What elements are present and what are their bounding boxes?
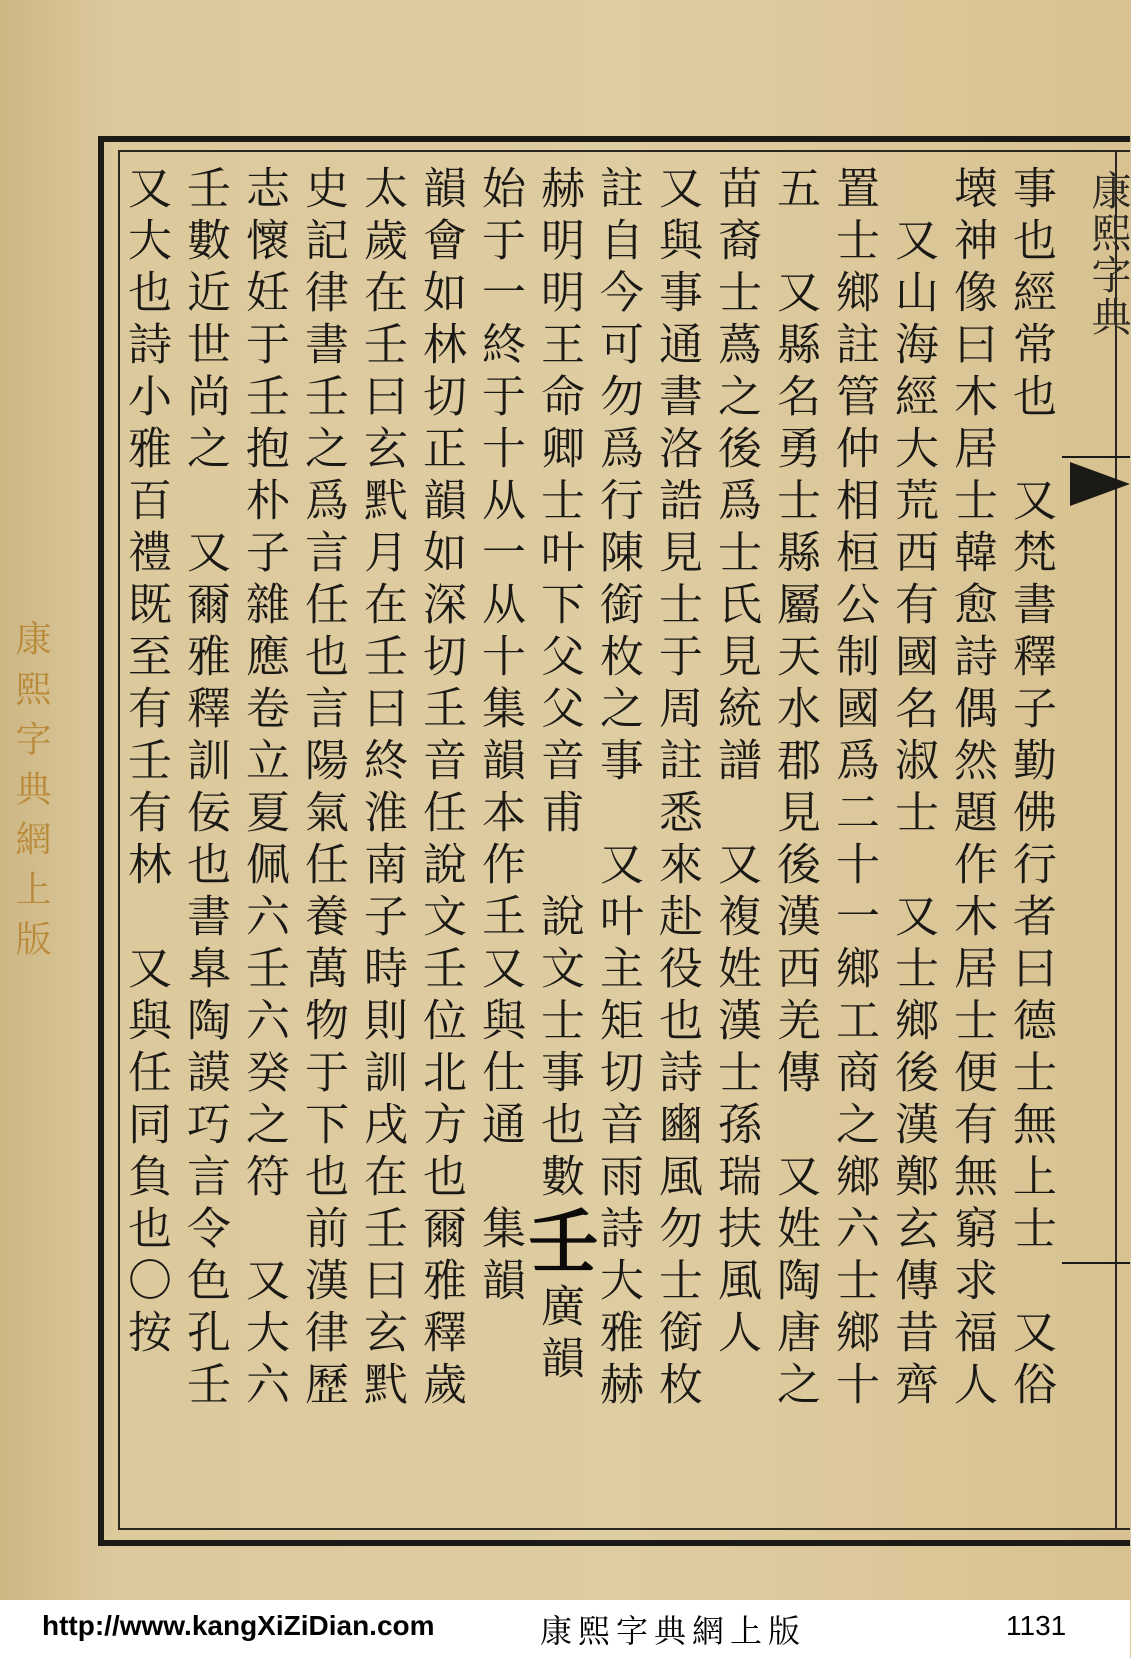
text-column: 始于一終于十从一从十集韻本作𡈼又與仕通 集韻 <box>474 165 525 1309</box>
text-column: 又山海經大荒西有國名淑士 又士鄉後漢鄭玄傳昔齊 <box>887 165 938 1413</box>
text-column: 苗裔士蔿之後爲士氏見統譜 又複姓漢士孫瑞扶風人 <box>710 165 761 1361</box>
fish-tail-rule-top <box>1062 456 1130 458</box>
footer-title: 康熙字典網上版 <box>540 1612 807 1650</box>
text-column: 註自今可勿爲行陳銜枚之事 又叶主矩切音雨詩大雅赫 <box>592 165 643 1413</box>
head-character: 壬 <box>517 1205 600 1283</box>
footer-bar <box>0 1600 1130 1658</box>
text-column: 置士鄉註管仲相桓公制國爲二十一鄉工商之鄉六士鄉十 <box>828 165 879 1413</box>
header-rule <box>1115 150 1117 1530</box>
text-column: 又大也詩小雅百禮既至有壬有林 又與任同負也〇按 <box>120 165 171 1361</box>
text-column: 韻會如林切正韻如深切𡈼音任說文壬位北方也爾雅釋歲 <box>415 165 466 1413</box>
site-url-link[interactable]: http://www.kangXiZiDian.com <box>42 1610 435 1641</box>
text-column: 壊神像曰木居士韓愈詩偶然題作木居士便有無窮求福人 <box>946 165 997 1413</box>
fish-tail-rule-bottom <box>1062 1262 1130 1264</box>
text-column: 太歲在壬曰玄黓月在壬曰終淮南子時則訓戌在壬曰玄黓 <box>356 165 407 1413</box>
text-column: 又與事通書洛誥見士于周註悉來赴役也詩豳風勿士銜枚 <box>651 165 702 1413</box>
fish-tail-mark <box>1070 462 1130 506</box>
text-column: 志懷妊于壬抱朴子雜應卷立夏佩六壬六癸之符 又大六 <box>238 165 289 1413</box>
text-column: 五 又縣名勇士縣屬天水郡見後漢西羌傳 又姓陶唐之 <box>769 165 820 1413</box>
page-number: 1131 <box>1006 1610 1067 1641</box>
text-column: 史記律書壬之爲言任也言陽氣任養萬物于下也前漢律歷 <box>297 165 348 1413</box>
text-column <box>517 165 600 1530</box>
column-text: 廣韻 <box>533 1283 584 1387</box>
text-columns <box>116 165 1060 1530</box>
book-title: 康熙字典 <box>1085 170 1131 338</box>
text-column: 壬數近世尚之 又爾雅釋訓佞也書臯陶謨巧言令色孔壬 <box>179 165 230 1413</box>
text-column: 事也經常也 又梵書釋子勤佛行者曰德士無上士 又俗 <box>1005 165 1056 1413</box>
side-watermark-label: 康熙字典網上版 <box>10 620 51 970</box>
column-text: 赫明明王命卿士叶下父父音甫 說文士事也數 <box>533 165 584 1205</box>
